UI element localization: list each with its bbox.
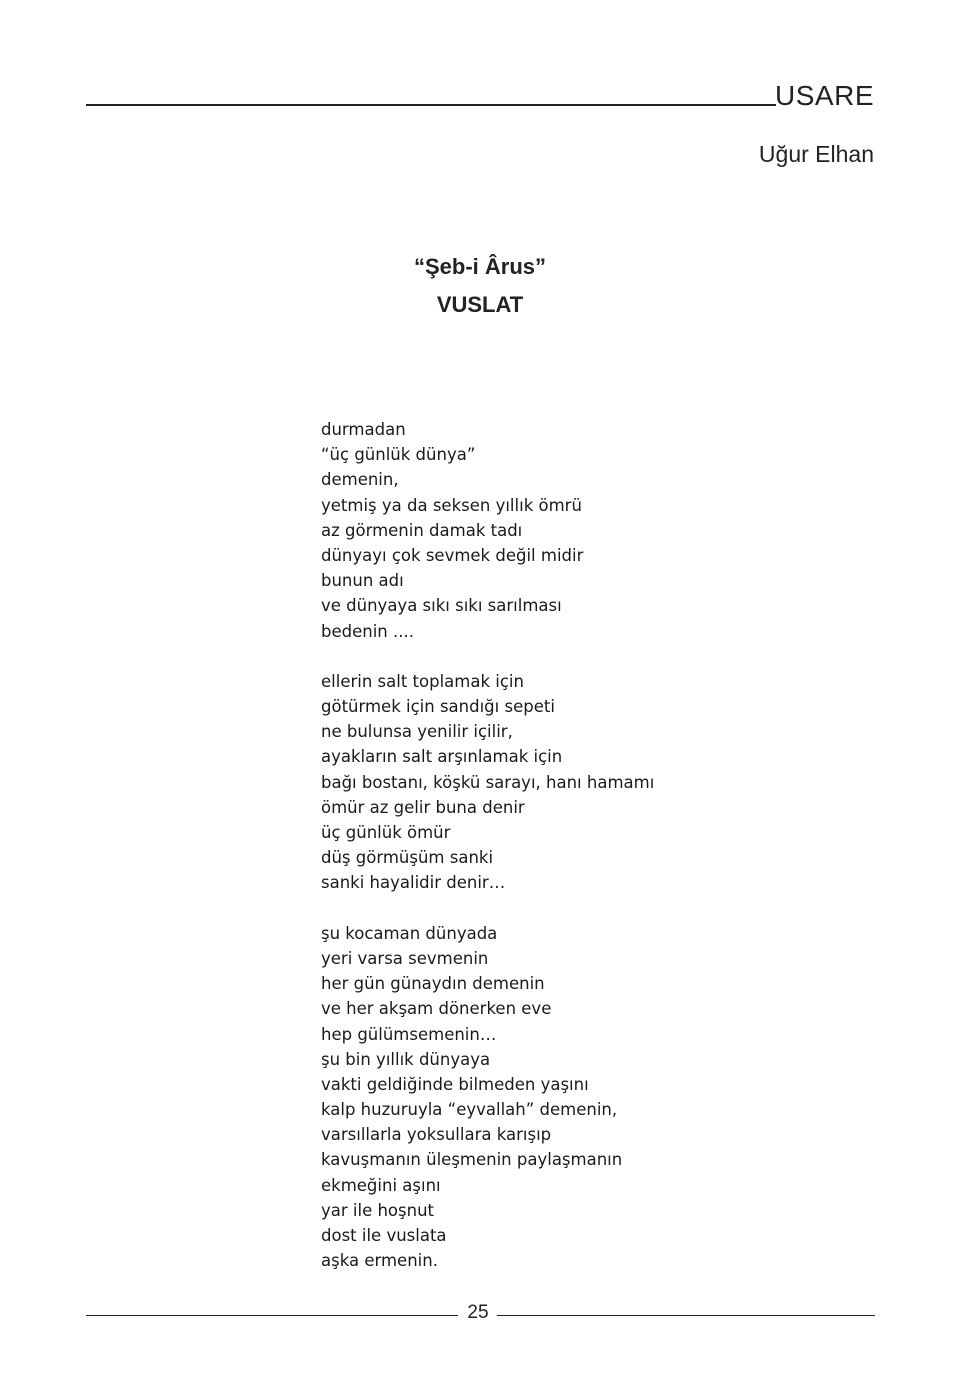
poem-line: bunun adı bbox=[321, 571, 404, 591]
poem-subtitle: VUSLAT bbox=[436, 292, 524, 317]
poem-line: aşka ermenin. bbox=[321, 1251, 438, 1271]
poem-line: götürmek için sandığı sepeti bbox=[321, 697, 555, 717]
header-rule bbox=[86, 104, 776, 106]
poem-line: bağı bostanı, köşkü sarayı, hanı hamamı bbox=[321, 772, 655, 792]
poem-line: hep gülümsemenin… bbox=[321, 1024, 497, 1044]
poem-stanza bbox=[321, 921, 654, 1274]
poem-line: sanki hayalidir denir… bbox=[321, 873, 506, 893]
poem-line: dost ile vuslata bbox=[321, 1226, 447, 1245]
poem-line: yetmiş ya da seksen yıllık ömrü bbox=[321, 495, 582, 515]
poem-line: demenin, bbox=[321, 470, 399, 490]
poem-line: bedenin .... bbox=[321, 621, 414, 641]
poem-line: her gün günaydın demenin bbox=[321, 974, 545, 994]
poem-body bbox=[321, 417, 654, 1273]
poem-line: şu bin yıllık dünyaya bbox=[321, 1049, 491, 1069]
poem-line: ayakların salt arşınlamak için bbox=[321, 747, 563, 767]
poem-line: yeri varsa sevmenin bbox=[321, 948, 489, 968]
poem-titles bbox=[0, 248, 960, 324]
poem-line: ve dünyaya sıkı sıkı sarılması bbox=[321, 596, 562, 616]
poem-line: ömür az gelir buna denir bbox=[321, 797, 525, 817]
poem-line: ellerin salt toplamak için bbox=[321, 671, 524, 691]
poem-stanza bbox=[321, 417, 654, 644]
footer-rule-left bbox=[86, 1315, 458, 1316]
poem-line: ve her akşam dönerken eve bbox=[321, 999, 552, 1019]
footer-rule-right bbox=[497, 1315, 875, 1316]
poem-line: şu kocaman dünyada bbox=[321, 923, 498, 943]
page-number: 25 bbox=[467, 1302, 489, 1323]
poem-line: vakti geldiğinde bilmeden yaşını bbox=[321, 1074, 589, 1094]
magazine-title: USARE bbox=[775, 80, 874, 111]
poem-line: durmadan bbox=[321, 420, 406, 439]
poem-line: yar ile hoşnut bbox=[321, 1200, 435, 1220]
poem-stanza bbox=[321, 669, 654, 896]
poem-line: ekmeğini aşını bbox=[321, 1175, 441, 1195]
poem-line: düş görmüşüm sanki bbox=[321, 848, 494, 868]
poem-line: ne bulunsa yenilir içilir, bbox=[321, 722, 513, 742]
poem-line: “üç günlük dünya” bbox=[321, 445, 476, 465]
poem-line: dünyayı çok sevmek değil midir bbox=[321, 545, 584, 565]
poem-line: kalp huzuruyla “eyvallah” demenin, bbox=[321, 1100, 618, 1120]
author-name: Uğur Elhan bbox=[758, 141, 874, 167]
poem-line: az görmenin damak tadı bbox=[321, 520, 523, 540]
poem-line: üç günlük ömür bbox=[321, 823, 451, 842]
poem-line: varsıllarla yoksullara karışıp bbox=[321, 1125, 552, 1145]
poem-line: kavuşmanın üleşmenin paylaşmanın bbox=[321, 1150, 623, 1170]
poem-title: “Şeb-i Ârus” bbox=[413, 254, 547, 279]
